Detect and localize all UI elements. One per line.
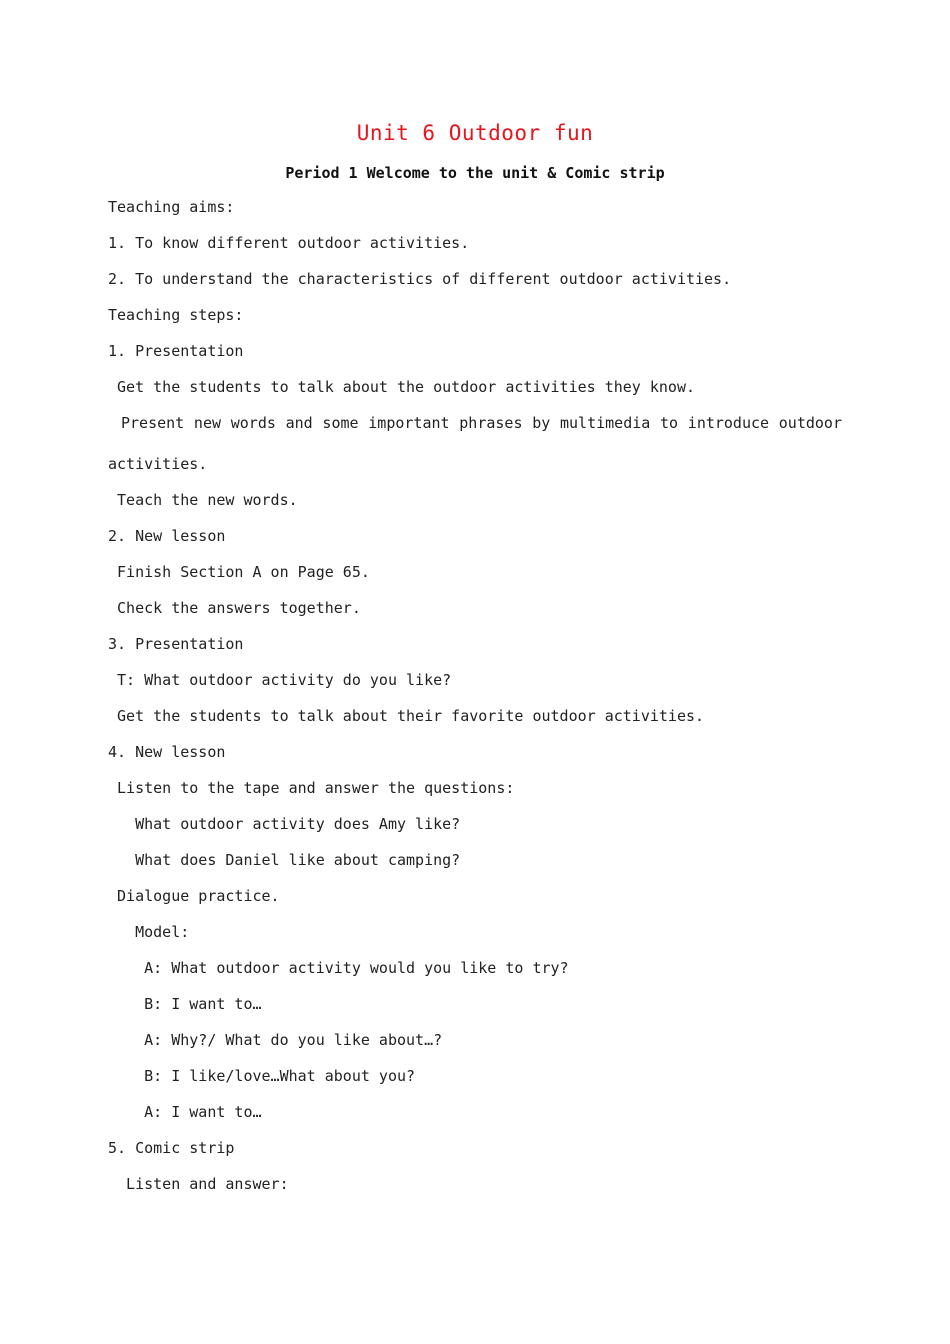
dialogue-line: B: I want to… bbox=[108, 995, 262, 1013]
question-item: What outdoor activity does Amy like? bbox=[108, 815, 461, 833]
model-label: Model: bbox=[108, 923, 190, 941]
aim-item-1: 1. To know different outdoor activities. bbox=[108, 234, 470, 252]
dialogue-line: B: I like/love…What about you? bbox=[108, 1067, 416, 1085]
step-heading-3: 3. Presentation bbox=[108, 635, 244, 653]
step-text: Dialogue practice. bbox=[108, 887, 280, 905]
aim-item-2: 2. To understand the characteristics of different outdoor activities. bbox=[108, 270, 732, 288]
step-text: Teach the new words. bbox=[108, 491, 298, 509]
step-text: Get the students to talk about the outdoor activities they know. bbox=[108, 378, 695, 396]
step-heading-5: 5. Comic strip bbox=[108, 1139, 235, 1157]
step-text-continuation: activities. bbox=[108, 455, 208, 473]
page-title: Unit 6 Outdoor fun bbox=[356, 121, 594, 145]
step-text: Listen to the tape and answer the questions: bbox=[108, 779, 515, 797]
step-text: Listen and answer: bbox=[108, 1175, 289, 1193]
step-heading-2: 2. New lesson bbox=[108, 527, 226, 545]
step-heading-4: 4. New lesson bbox=[108, 743, 226, 761]
dialogue-line: A: Why?/ What do you like about…? bbox=[108, 1031, 443, 1049]
step-heading-1: 1. Presentation bbox=[108, 342, 244, 360]
section-heading-teaching-aims: Teaching aims: bbox=[108, 198, 235, 216]
dialogue-line: A: I want to… bbox=[108, 1103, 262, 1121]
step-text: Get the students to talk about their favorite outdoor activities. bbox=[108, 707, 705, 725]
step-text: T: What outdoor activity do you like? bbox=[108, 671, 452, 689]
question-item: What does Daniel like about camping? bbox=[108, 851, 461, 869]
dialogue-line: A: What outdoor activity would you like to try? bbox=[108, 959, 569, 977]
step-text: Finish Section A on Page 65. bbox=[108, 563, 370, 581]
step-text-justified: Present new words and some important phrases by multimedia to introduce outdoor bbox=[121, 414, 842, 432]
step-text: Check the answers together. bbox=[108, 599, 361, 617]
page-subtitle: Period 1 Welcome to the unit & Comic strip bbox=[285, 164, 665, 182]
section-heading-teaching-steps: Teaching steps: bbox=[108, 306, 244, 324]
